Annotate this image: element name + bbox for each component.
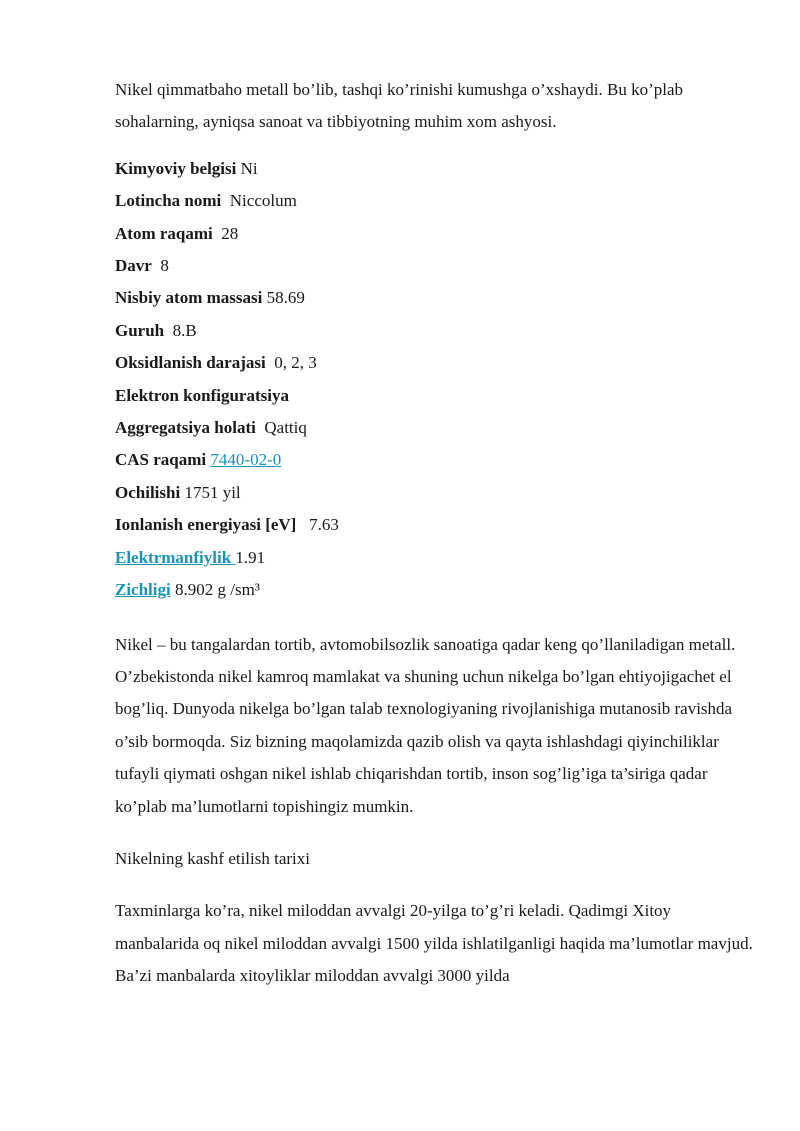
fact-label: CAS raqami	[115, 450, 207, 470]
fact-label: Oksidlanish darajasi	[115, 353, 266, 373]
fact-label: Ochilishi	[115, 482, 181, 502]
fact-value: Niccolum	[221, 191, 297, 211]
fact-label: Nisbiy atom massasi	[115, 288, 263, 308]
intro-paragraph: Nikel qimmatbaho metall bo’lib, tashqi ko’rinishi kumushga o’xshaydi. Bu ko’plab sohalarning, ayniqsa sanoat va tibbiyotning muhim xom ashyosi.	[115, 80, 684, 132]
cas-link[interactable]: 7440-02-0	[210, 450, 282, 470]
fact-label: Aggregatsiya holati	[115, 418, 256, 438]
fact-discovery	[115, 477, 755, 509]
fact-value: 8	[151, 256, 169, 276]
fact-ionization	[115, 509, 755, 541]
element-facts	[115, 153, 755, 607]
fact-label: Elektron konfiguratsiya	[115, 385, 289, 405]
fact-latin-name	[115, 185, 755, 217]
fact-label: Lotincha nomi	[115, 191, 222, 211]
fact-value: Ni	[236, 158, 258, 178]
fact-value: 0, 2, 3	[265, 353, 317, 373]
electronegativity-link[interactable]: Elektrmanfiylik	[115, 547, 236, 567]
fact-value: 1751 yil	[180, 482, 241, 502]
fact-value: Qattiq	[255, 418, 307, 438]
fact-density	[115, 574, 755, 606]
document-page	[115, 74, 755, 1013]
fact-value: 28	[212, 223, 239, 243]
fact-oxidation	[115, 347, 755, 379]
history-paragraph: Taxminlarga ko’ra, nikel miloddan avvalgi 20-yilga to’g’ri keladi. Qadimgi Xitoy manbalarida oq nikel miloddan avvalgi 1500 yilda ishlatilganligi haqida ma’lumotlar mavjud. Ba’zi manbalarda xitoyliklar miloddan avvalgi 3000 yilda	[115, 901, 753, 986]
fact-label: Ionlanish energiyasi [eV]	[115, 515, 297, 535]
fact-cas	[115, 444, 755, 476]
density-link[interactable]: Zichligi	[115, 580, 171, 600]
fact-atomic-number	[115, 218, 755, 250]
fact-value: 7.63	[296, 515, 339, 535]
fact-label: Guruh	[115, 320, 165, 340]
fact-electronegativity	[115, 542, 755, 574]
fact-electron-config	[115, 380, 755, 412]
nikel-usage-paragraph: Nikel – bu tangalardan tortib, avtomobilsozlik sanoatiga qadar keng qo’llaniladigan metall. O’zbekistonda nikel kamroq mamlakat va shuning uchun nikelga bo’lgan ehtiyojigachet el bog’liq. Dunyoda nikelga bo’lgan talab texnologiyaning rivojlanishiga mutanosib ravishda o’sib bormoqda. Siz bizning maqolamizda qazib olish va qayta ishlashdagi qiyinchiliklar tufayli qiymati oshgan nikel ishlab chiqarishdan tortib, inson sog’lig’iga ta’siriga qadar ko’plab ma’lumotlarni topishingiz mumkin.	[115, 634, 736, 816]
fact-label: Atom raqami	[115, 223, 213, 243]
fact-value: 58.69	[262, 288, 305, 308]
fact-value: 8.902 g /sm³	[170, 580, 260, 600]
fact-state	[115, 412, 755, 444]
fact-period	[115, 250, 755, 282]
fact-value: 1.91	[235, 547, 266, 567]
fact-group	[115, 315, 755, 347]
fact-label: Kimyoviy belgisi	[115, 158, 237, 178]
fact-label: Davr	[115, 256, 152, 276]
fact-symbol	[115, 153, 755, 185]
fact-atomic-mass	[115, 282, 755, 314]
section-heading: Nikelning kashf etilish tarixi	[115, 848, 310, 868]
fact-value: 8.B	[164, 320, 197, 340]
